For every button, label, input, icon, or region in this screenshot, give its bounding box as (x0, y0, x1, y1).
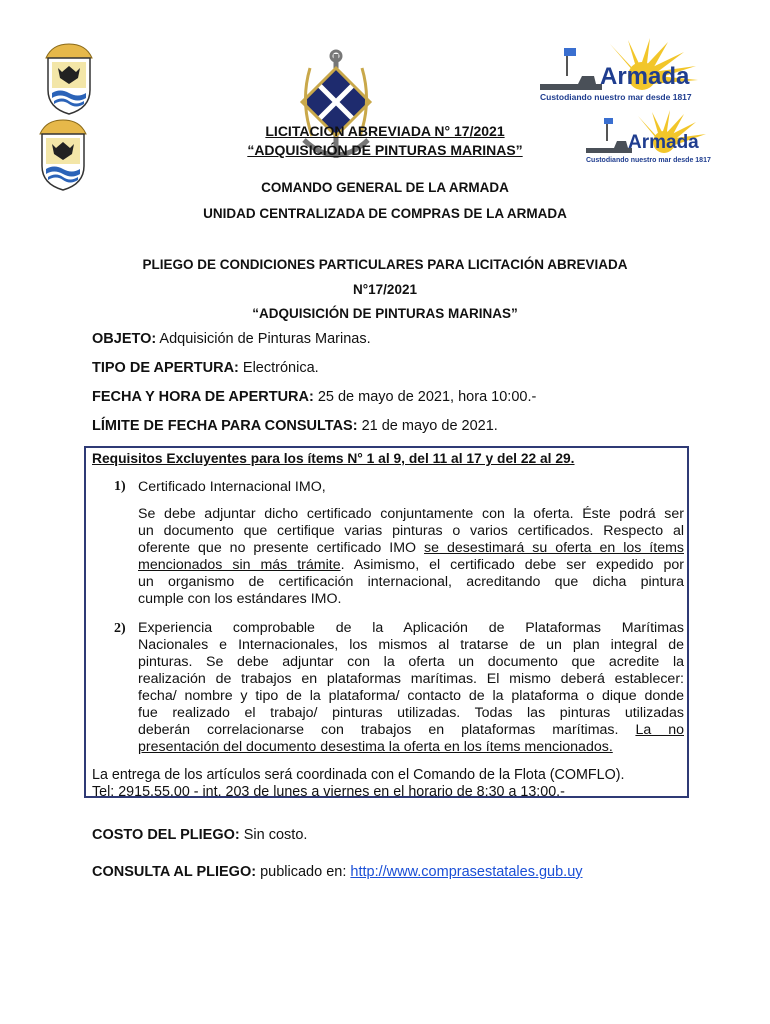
entrega-contact-line: Tel: 2915.55.00 - int. 203 de lunes a viernes en el horario de 8:30 a 13:00.- (92, 784, 565, 800)
fecha-apertura-label: FECHA Y HORA DE APERTURA: (92, 389, 314, 405)
compras-estatales-link[interactable]: http://www.comprasestatales.gub.uy (350, 864, 583, 880)
limite-consultas-label: LÍMITE DE FECHA PARA CONSULTAS: (92, 418, 358, 434)
entrega-line: La entrega de los artículos será coordinada con el Comando de la Flota (COMFLO). (92, 767, 625, 783)
item1-title: Certificado Internacional IMO, (138, 479, 326, 495)
paragraph-line: realización de trabajos en plataformas marítimas. El mismo deberá establecer: (138, 671, 684, 687)
armada-logo-text: Armada (628, 132, 699, 153)
paragraph-line: deberán correlacionarse con trabajos en plataformas marítimas. La no (138, 722, 684, 738)
organization-name: COMANDO GENERAL DE LA ARMADA (261, 180, 509, 195)
pliego-heading: PLIEGO DE CONDICIONES PARTICULARES PARA LICITACIÓN ABREVIADA (142, 257, 628, 272)
costo-pliego-value: Sin costo. (239, 827, 308, 843)
armada-logo (538, 36, 710, 104)
pliego-number: N°17/2021 (353, 282, 417, 297)
paragraph-line: Experiencia comprobable de la Aplicación de Plataformas Marítimas (138, 620, 684, 636)
paragraph-line: mencionados sin más trámite. Asimismo, el certificado debe ser expedido por (138, 557, 684, 573)
fecha-apertura-field (92, 389, 536, 405)
item-number: 2) (114, 621, 126, 636)
armada-logo-tagline: Custodiando nuestro mar desde 1817 (586, 157, 711, 164)
underlined-text: La no (635, 722, 684, 738)
pliego-subject: “ADQUISICIÓN DE PINTURAS MARINAS” (252, 306, 518, 321)
fecha-apertura-value: 25 de mayo de 2021, hora 10:00.- (313, 389, 537, 405)
document-title: LICITACION ABREVIADA N° 17/2021 (265, 123, 505, 139)
armada-logo-tagline: Custodiando nuestro mar desde 1817 (540, 92, 692, 102)
consulta-pliego-value: publicado en: (256, 864, 351, 880)
organization-unit: UNIDAD CENTRALIZADA DE COMPRAS DE LA ARMADA (203, 206, 567, 221)
limite-consultas-field (92, 418, 498, 434)
item1-paragraph (138, 506, 684, 608)
costo-pliego-field (92, 827, 307, 843)
paragraph-line: fue realizado el trabajo/ pinturas utilizadas. Todas las pinturas utilizadas (138, 705, 684, 721)
crest-icon (38, 38, 100, 116)
tipo-apertura-label: TIPO DE APERTURA: (92, 360, 239, 376)
paragraph-line: un documento que certifique varias pinturas o varios certificados. Respecto al (138, 523, 684, 539)
paragraph-line: Nacionales e Internacionales, los mismos al tratarse de un plan integral de (138, 637, 684, 653)
consulta-pliego-label: CONSULTA AL PLIEGO: (92, 864, 257, 880)
item2-paragraph (138, 620, 684, 756)
underlined-text: mencionados sin más trámite (138, 557, 341, 573)
document-subtitle: “ADQUISICIÓN DE PINTURAS MARINAS” (247, 142, 523, 158)
tipo-apertura-field (92, 360, 319, 376)
armada-logo-text: Armada (600, 63, 690, 90)
paragraph-line: pinturas. Se debe adjuntar con la oferta un documento que acredite la (138, 654, 684, 670)
costo-pliego-label: COSTO DEL PLIEGO: (92, 827, 240, 843)
objeto-field (92, 331, 371, 347)
tipo-apertura-value: Electrónica. (238, 360, 319, 376)
requisitos-title: Requisitos Excluyentes para los ítems N° 1 al 9, del 11 al 17 y del 22 al 29. (92, 451, 575, 466)
paragraph-line: un organismo de certificación internacional, acreditando que dicha pintura (138, 574, 684, 590)
objeto-value: Adquisición de Pinturas Marinas. (156, 331, 371, 347)
underlined-text: se desestimará su oferta en los ítems (424, 540, 684, 556)
paragraph-line: presentación del documento desestima la oferta en los ítems mencionados. (138, 739, 613, 755)
paragraph-line: cumple con los estándares IMO. (138, 591, 342, 607)
paragraph-line: Se debe adjuntar dicho certificado conjuntamente con la oferta. Éste podrá ser (138, 506, 684, 522)
paragraph-line: oferente que no presente certificado IMO se desestimará su oferta en los ítems (138, 540, 684, 556)
item-number: 1) (114, 479, 126, 494)
objeto-label: OBJETO: (92, 331, 157, 347)
paragraph-line: fecha/ nombre y tipo de la plataforma/ contacto de la plataforma o dique donde (138, 688, 684, 704)
consulta-pliego-field (92, 864, 583, 880)
limite-consultas-value: 21 de mayo de 2021. (357, 418, 498, 434)
